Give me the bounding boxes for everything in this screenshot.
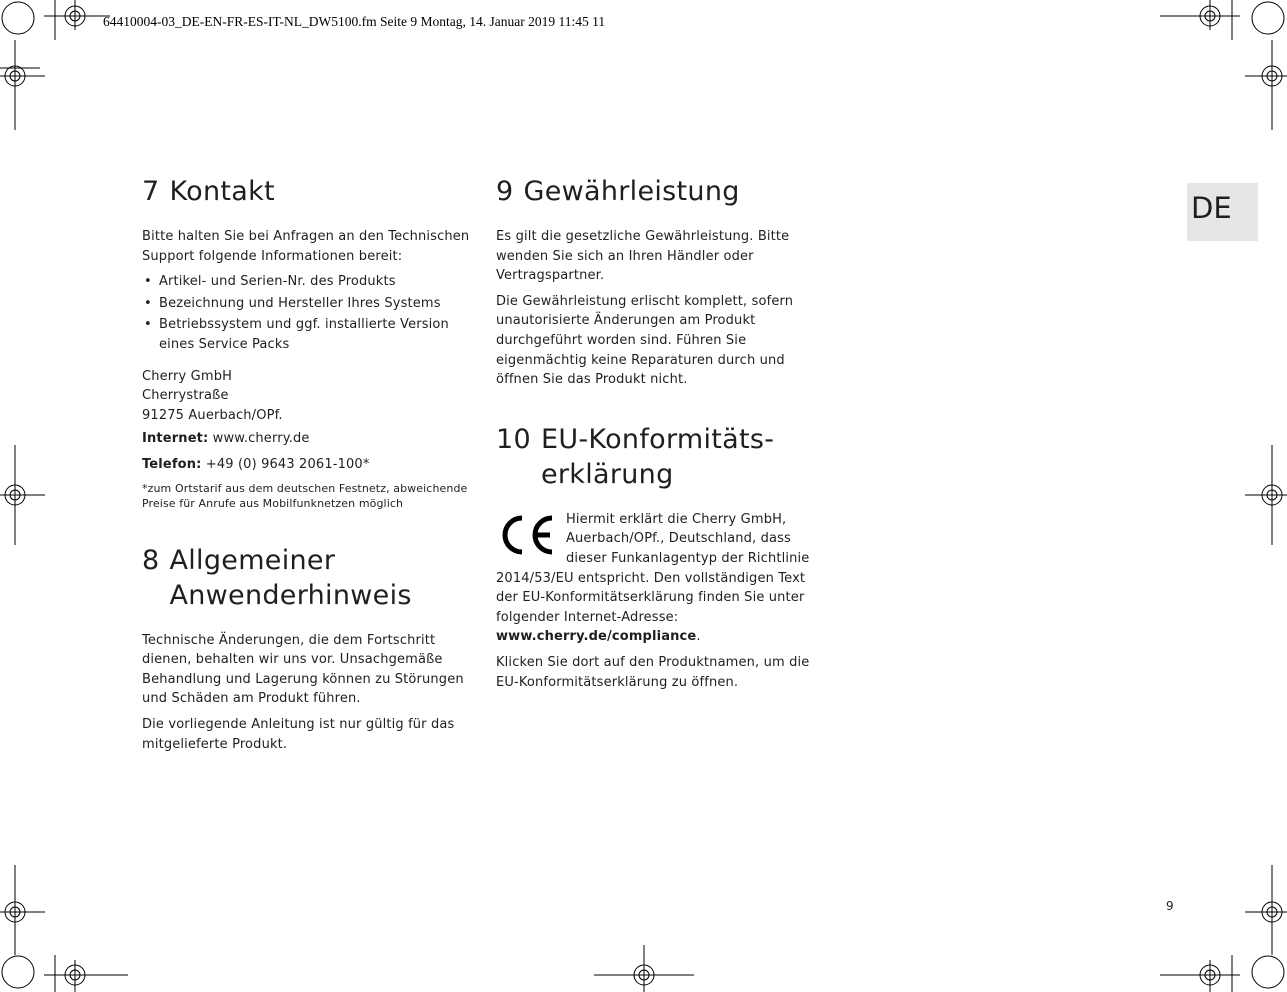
address-line: Cherry GmbH: [142, 368, 233, 384]
section-heading: [142, 543, 472, 613]
bullet: •: [144, 317, 152, 333]
language-tab-de: DE: [1187, 183, 1258, 241]
section-heading: [142, 174, 472, 209]
contact-info-list: [142, 272, 472, 354]
section-warranty: [496, 174, 826, 390]
address-line: 91275 Auerbach/OPf.: [142, 407, 283, 423]
section-title: Kontakt: [169, 176, 275, 207]
section-heading: [496, 422, 826, 492]
section-title: Allgemeiner Anwenderhinweis: [169, 544, 412, 611]
phone-footnote: *zum Ortstarif aus dem deutschen Festnetz, abweichende Preise für Anrufe aus Mobilfunknetzen möglich: [142, 481, 468, 510]
company-address: [142, 367, 472, 426]
internet-line: [142, 429, 472, 449]
section-number: 10: [496, 423, 531, 455]
section-eu-conformity: [496, 422, 826, 692]
phone-label: Telefon:: [142, 456, 202, 472]
paragraph: Die vorliegende Anleitung ist nur gültig für das mitgelieferte Produkt.: [142, 716, 455, 752]
section-number: 9: [496, 176, 514, 207]
section-number: 8: [142, 544, 160, 576]
section-title: Gewährleistung: [523, 176, 740, 207]
address-line: Cherrystraße: [142, 388, 229, 404]
list-item: • Bezeichnung und Hersteller Ihres Systems: [142, 294, 472, 314]
paragraph: Klicken Sie dort auf den Produktnamen, um die EU-Konformitätserklärung zu öffnen.: [496, 654, 810, 690]
paragraph: Es gilt die gesetzliche Gewährleistung. Bitte wenden Sie sich an Ihren Händler oder Vertragspartner.: [496, 229, 790, 284]
section-title: EU-Konformitäts-erklärung: [540, 423, 775, 490]
internet-link[interactable]: www.cherry.de: [212, 431, 310, 447]
bullet: •: [144, 295, 152, 311]
bullet: •: [144, 274, 152, 290]
paragraph: Technische Änderungen, die dem Fortschritt dienen, behalten wir uns vor. Unsachgemäße Behandlung und Lagerung können zu Störungen und Schäden am Produkt führen.: [142, 632, 464, 707]
section-number: 7: [142, 176, 160, 207]
paragraph: Die Gewährleistung erlischt komplett, sofern unautorisierte Änderungen am Produkt durchgeführt worden sind. Führen Sie eigenmächtig keine Reparaturen durch und öffnen Sie das Produkt nicht.: [496, 293, 794, 388]
phone-line: [142, 455, 472, 475]
left-column: [142, 174, 472, 760]
section-general-notice: [142, 543, 472, 755]
phone-number: +49 (0) 9643 2061-100*: [205, 456, 370, 472]
list-item: • Artikel- und Serien-Nr. des Produkts: [142, 272, 472, 292]
ce-mark-icon: [496, 512, 558, 558]
right-column: [496, 174, 826, 698]
print-slug-line: 64410004-03_DE-EN-FR-ES-IT-NL_DW5100.fm Seite 9 Montag, 14. Januar 2019 11:45 11: [103, 14, 606, 29]
compliance-link[interactable]: www.cherry.de/compliance: [496, 629, 697, 645]
section-heading: [496, 174, 826, 209]
ce-declaration: [496, 510, 826, 628]
paragraph: Hiermit erklärt die Cherry GmbH, Auerbach/OPf., Deutschland, dass dieser Funkanlagentyp der Richtlinie 2014/53/EU entspricht. Den vollständigen Text der EU-Konformitätserklärung finden Sie unter folgender Internet-Adresse:: [496, 511, 810, 625]
compliance-link-line: www.cherry.de/compliance.: [496, 629, 701, 645]
page-number: 9: [1166, 899, 1174, 913]
contact-intro: Bitte halten Sie bei Anfragen an den Technischen Support folgende Informationen bereit:: [142, 229, 470, 264]
internet-label: Internet:: [142, 431, 209, 447]
list-item: • Betriebssystem und ggf. installierte Version eines Service Packs: [144, 317, 449, 352]
section-contact: [142, 174, 472, 511]
